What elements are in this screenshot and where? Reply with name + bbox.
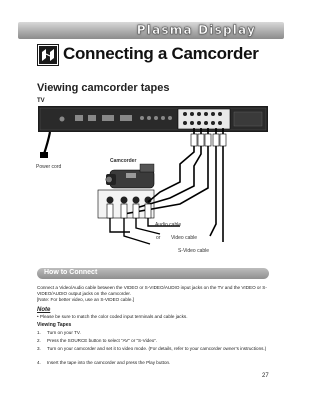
chapter-title: Connecting a Camcorder — [63, 44, 259, 63]
camcorder-illustration — [106, 164, 154, 188]
step-number: 4. — [37, 360, 41, 365]
note-bullet: • Please be sure to match the color coded input terminals and cable jacks. — [37, 314, 188, 319]
connection-diagram-art — [30, 104, 275, 261]
audio-cable-label: Audio cable — [155, 222, 182, 228]
step-text: Press the SOURCE button to select “AV” or “S-Video”. — [47, 338, 158, 343]
step-text: Insert the tape into the camcorder and press the Play button. — [47, 360, 171, 365]
how-to-connect-bar — [37, 268, 269, 279]
intro-text: Connect a Video/Audio cable between the VIDEO or S-VIDEO/AUDIO input jacks on the TV and the VIDEO or S-VIDEO/AUDIO output jacks on the camcorder. — [37, 285, 267, 296]
step-number: 2. — [37, 338, 41, 343]
how-to-connect-title: How to Connect — [44, 269, 98, 276]
power-cord-label: Power cord — [36, 164, 62, 170]
steps-title: Viewing Tapes — [37, 322, 72, 328]
note-title: Note — [37, 307, 51, 313]
svideo-cable-label: S-Video cable — [178, 248, 210, 254]
intro-note: [Note: For better video, use an S-VIDEO cable.] — [37, 297, 135, 302]
header-banner — [18, 22, 284, 39]
step-number: 3. — [37, 346, 41, 351]
tv-label: TV — [37, 98, 45, 104]
section-title: Viewing camcorder tapes — [37, 82, 170, 94]
step-text: Turn on your camcorder and set it to video mode. (For details, refer to your camcorder owner’s instructions.) — [47, 346, 267, 351]
camcorder-label: Camcorder — [110, 158, 137, 164]
page-number: 27 — [262, 373, 269, 379]
or-label: or — [156, 235, 161, 241]
connection-diagram — [30, 104, 275, 261]
banner-title: Plasma Display — [136, 23, 256, 37]
step-number: 1. — [37, 330, 41, 335]
connection-icon — [37, 44, 59, 66]
video-cable-label: Video cable — [171, 235, 198, 241]
step-text: Turn on your TV. — [47, 330, 81, 335]
